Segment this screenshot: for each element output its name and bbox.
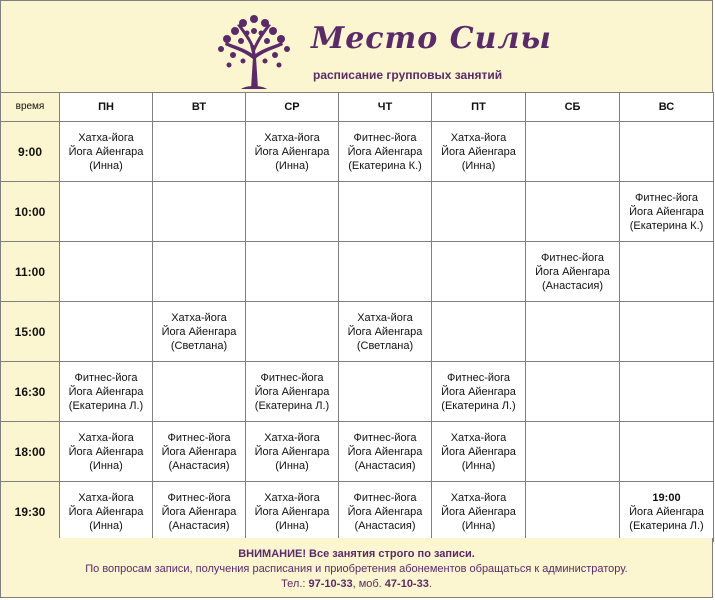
class-cell bbox=[620, 122, 714, 182]
class-info: Хатха-йога Йога Айенгара (Инна) bbox=[441, 131, 516, 172]
class-cell bbox=[339, 482, 432, 542]
schedule-subtitle: расписание групповых занятий bbox=[313, 68, 503, 82]
class-cell bbox=[60, 182, 153, 242]
day-header: СР bbox=[246, 93, 339, 122]
class-cell bbox=[526, 182, 620, 242]
schedule-row bbox=[1, 422, 714, 482]
phone-label: Тел.: bbox=[281, 578, 309, 590]
class-cell bbox=[153, 122, 246, 182]
class-cell bbox=[153, 422, 246, 482]
footer-notice bbox=[0, 538, 713, 598]
class-cell bbox=[526, 422, 620, 482]
class-info: Фитнес-йога Йога Айенгара (Анастасия) bbox=[347, 491, 423, 532]
schedule-table bbox=[0, 92, 714, 542]
class-cell bbox=[432, 182, 526, 242]
schedule-row bbox=[1, 182, 714, 242]
day-header: СБ bbox=[526, 93, 620, 122]
class-info: Фитнес-йога Йога Айенгара (Екатерина К.) bbox=[629, 191, 704, 232]
schedule-row bbox=[1, 482, 714, 542]
attention-notice: ВНИМАНИЕ! Все занятия строго по записи. bbox=[238, 548, 475, 560]
class-cell bbox=[432, 122, 526, 182]
class-info: Хатха-йога Йога Айенгара (Инна) bbox=[254, 491, 330, 532]
phone-line-end: . bbox=[428, 578, 432, 590]
class-info: Фитнес-йога Йога Айенгара (Екатерина Л.) bbox=[441, 371, 516, 412]
class-cell bbox=[620, 182, 714, 242]
class-cell bbox=[339, 362, 432, 422]
class-cell bbox=[620, 422, 714, 482]
day-header: ВС bbox=[620, 93, 714, 122]
class-cell bbox=[526, 482, 620, 542]
class-info: 19:00 Йога Айенгара (Екатерина Л.) bbox=[629, 491, 704, 532]
time-cell: 9:00 bbox=[1, 122, 60, 182]
class-info: Фитнес-йога Йога Айенгара (Анастасия) bbox=[161, 431, 237, 472]
schedule-row bbox=[1, 242, 714, 302]
brand-title: Место Силы bbox=[311, 21, 552, 56]
day-header: ПН bbox=[60, 93, 153, 122]
class-info: Фитнес-йога Йога Айенгара (Анастасия) bbox=[535, 251, 610, 292]
class-info: Хатха-йога Йога Айенгара (Инна) bbox=[254, 431, 330, 472]
class-info: Фитнес-йога Йога Айенгара (Екатерина К.) bbox=[347, 131, 423, 172]
schedule-row bbox=[1, 362, 714, 422]
time-column-header: время bbox=[1, 93, 60, 122]
class-info: Фитнес-йога Йога Айенгара (Анастасия) bbox=[161, 491, 237, 532]
class-info: Хатха-йога Йога Айенгара (Инна) bbox=[441, 491, 516, 532]
class-cell bbox=[526, 242, 620, 302]
mobile-label: , моб. bbox=[352, 578, 385, 590]
schedule-row bbox=[1, 302, 714, 362]
phone-number: 97-10-33 bbox=[308, 578, 353, 590]
class-cell bbox=[526, 122, 620, 182]
class-info: Хатха-йога Йога Айенгара (Инна) bbox=[68, 431, 144, 472]
class-cell bbox=[153, 302, 246, 362]
class-cell bbox=[60, 242, 153, 302]
class-cell bbox=[246, 362, 339, 422]
class-cell bbox=[153, 482, 246, 542]
class-cell bbox=[246, 422, 339, 482]
tree-logo bbox=[213, 15, 295, 89]
class-cell bbox=[526, 302, 620, 362]
time-cell: 11:00 bbox=[1, 242, 60, 302]
class-cell bbox=[339, 122, 432, 182]
mobile-number: 47-10-33 bbox=[384, 578, 429, 590]
class-info: Хатха-йога Йога Айенгара (Светлана) bbox=[347, 311, 423, 352]
class-info: Фитнес-йога Йога Айенгара (Анастасия) bbox=[347, 431, 423, 472]
class-info: Хатха-йога Йога Айенгара (Инна) bbox=[68, 131, 144, 172]
class-cell bbox=[432, 302, 526, 362]
class-cell bbox=[153, 242, 246, 302]
time-cell: 16:30 bbox=[1, 362, 60, 422]
class-cell bbox=[620, 242, 714, 302]
class-cell bbox=[432, 482, 526, 542]
class-cell bbox=[60, 362, 153, 422]
class-info: Хатха-йога Йога Айенгара (Инна) bbox=[441, 431, 516, 472]
class-cell bbox=[246, 122, 339, 182]
day-header: ПТ bbox=[432, 93, 526, 122]
class-cell bbox=[60, 122, 153, 182]
class-cell bbox=[246, 242, 339, 302]
class-cell bbox=[339, 242, 432, 302]
class-cell bbox=[526, 362, 620, 422]
class-cell bbox=[246, 482, 339, 542]
header-row bbox=[1, 93, 714, 122]
class-cell bbox=[60, 482, 153, 542]
class-cell bbox=[153, 362, 246, 422]
time-cell: 15:00 bbox=[1, 302, 60, 362]
class-cell bbox=[339, 302, 432, 362]
class-info: Фитнес-йога Йога Айенгара (Екатерина Л.) bbox=[68, 371, 144, 412]
class-cell bbox=[60, 422, 153, 482]
class-cell bbox=[432, 242, 526, 302]
class-cell bbox=[339, 182, 432, 242]
phone-line bbox=[1, 578, 712, 590]
header bbox=[0, 0, 713, 92]
class-cell bbox=[620, 482, 714, 542]
class-info: Фитнес-йога Йога Айенгара (Екатерина Л.) bbox=[254, 371, 330, 412]
class-info: Хатха-йога Йога Айенгара (Инна) bbox=[68, 491, 144, 532]
class-cell bbox=[246, 302, 339, 362]
class-cell bbox=[60, 302, 153, 362]
class-cell bbox=[620, 302, 714, 362]
class-info: Хатха-йога Йога Айенгара (Инна) bbox=[254, 131, 330, 172]
day-header: ВТ bbox=[153, 93, 246, 122]
day-header: ЧТ bbox=[339, 93, 432, 122]
class-cell bbox=[620, 362, 714, 422]
class-cell bbox=[432, 422, 526, 482]
time-cell: 10:00 bbox=[1, 182, 60, 242]
class-cell bbox=[432, 362, 526, 422]
time-cell: 18:00 bbox=[1, 422, 60, 482]
schedule-row bbox=[1, 122, 714, 182]
time-cell: 19:30 bbox=[1, 482, 60, 542]
class-cell bbox=[153, 182, 246, 242]
contact-notice: По вопросам записи, получения расписания и приобретения абонементов обращаться к администратору. bbox=[85, 563, 628, 575]
class-cell bbox=[339, 422, 432, 482]
class-cell bbox=[246, 182, 339, 242]
class-info: Хатха-йога Йога Айенгара (Светлана) bbox=[161, 311, 237, 352]
